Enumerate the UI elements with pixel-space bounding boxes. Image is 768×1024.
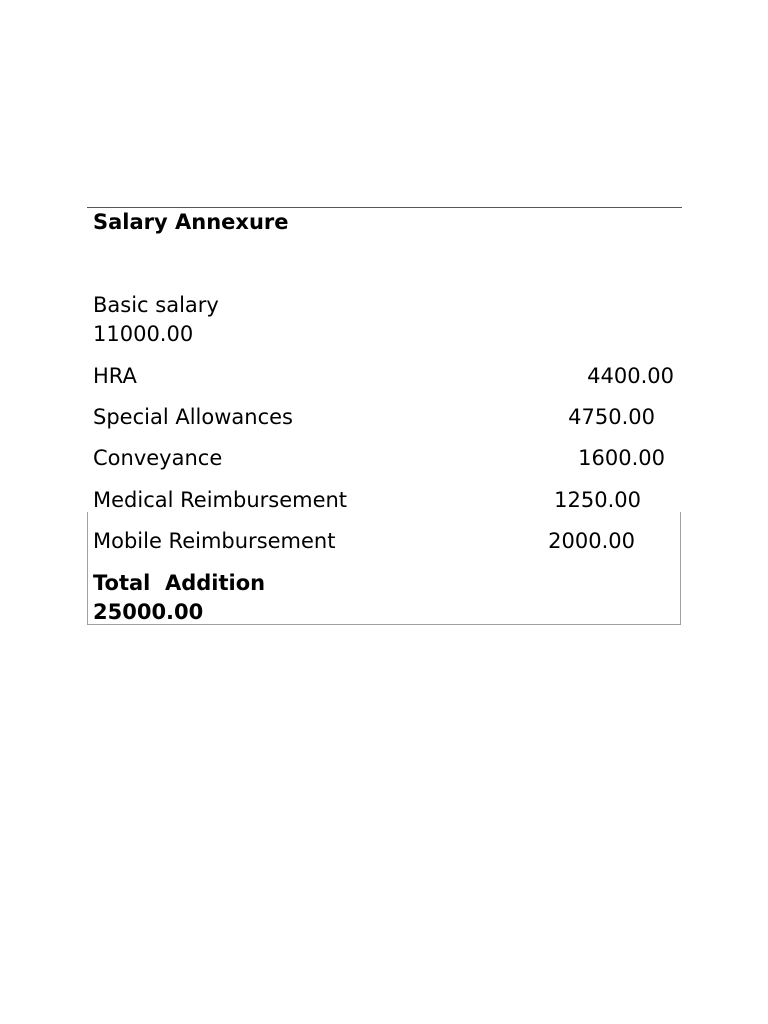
row-value-conveyance: 1600.00	[578, 446, 665, 470]
row-label-special-allowances: Special Allowances	[93, 405, 293, 429]
row-label-conveyance: Conveyance	[93, 446, 223, 470]
basic-salary-value: 11000.00	[93, 322, 194, 346]
basic-salary-label: Basic salary	[93, 293, 219, 317]
total-addition-value: 25000.00	[93, 600, 204, 624]
row-value-hra: 4400.00	[587, 364, 674, 388]
row-label-hra: HRA	[93, 364, 137, 388]
row-value-medical-reimbursement: 1250.00	[554, 488, 641, 512]
document-title: Salary Annexure	[93, 210, 289, 234]
total-addition-label: Total Addition	[93, 571, 266, 595]
row-value-mobile-reimbursement: 2000.00	[548, 529, 635, 553]
row-label-medical-reimbursement: Medical Reimbursement	[93, 488, 348, 512]
row-label-mobile-reimbursement: Mobile Reimbursement	[93, 529, 336, 553]
row-value-special-allowances: 4750.00	[568, 405, 655, 429]
